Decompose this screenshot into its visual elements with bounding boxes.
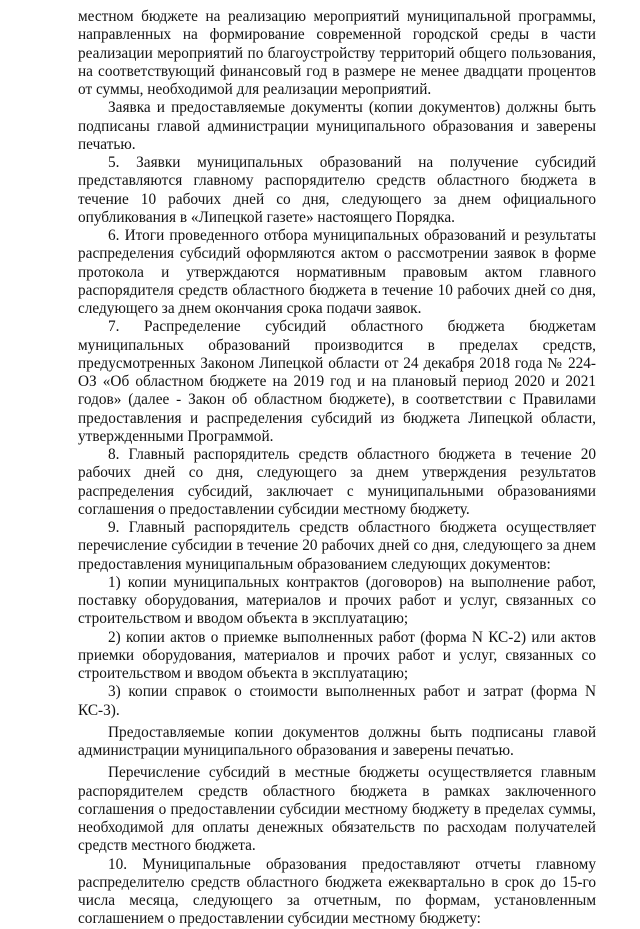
paragraph-item-10: 10. Муниципальные образования предоставляют отчеты главному распределителю средств областного бюджета ежеквартально в срок до 15-го числа месяца, следующего за отчетным, по формам, установленным соглашением о предоставлении субсидии местному бюджету:	[78, 855, 596, 928]
document-page	[78, 8, 596, 929]
paragraph-copies-signature: Предоставляемые копии документов должны быть подписаны главой администрации муниципального образования и заверены печатью.	[78, 723, 596, 759]
paragraph-continuation: местном бюджете на реализацию мероприятий муниципальной программы, направленных на формирование современной городской среды в части реализации мероприятий по благоустройству территорий общего пользования, на соответствующий финансовый год в размере не менее двадцати процентов от суммы, необходимой для реализации мероприятий.	[78, 8, 596, 98]
list-item-1: 1) копии муниципальных контрактов (договоров) на выполнение работ, поставку оборудования, материалов и прочих работ и услуг, связанных со строительством и вводом объекта в эксплуатацию;	[78, 573, 596, 628]
paragraph-item-9: 9. Главный распорядитель средств областного бюджета осуществляет перечисление субсидии в течение 20 рабочих дней со дня, следующего за днем предоставления муниципальным образованием следующих документов:	[78, 519, 596, 573]
paragraph-item-8: 8. Главный распорядитель средств областного бюджета в течение 20 рабочих дней со дня, следующего за днем утверждения результатов распределения субсидий, заключает с муниципальными образованиями соглашения о предоставлении субсидии местному бюджету.	[78, 446, 596, 518]
paragraph-transfer: Перечисление субсидий в местные бюджеты осуществляется главным распорядителем средств областного бюджета в рамках заключенного соглашения о предоставлении субсидии местному бюджету в пределах суммы, необходимой для оплаты денежных обязательств по расходам получателей средств местного бюджета.	[78, 764, 596, 855]
paragraph-item-5: 5. Заявки муниципальных образований на получение субсидий представляются главному распорядителю средств областного бюджета в течение 10 рабочих дней со дня, следующего за днем официального опубликования в «Липецкой газете» настоящего Порядка.	[78, 154, 596, 226]
list-item-2: 2) копии актов о приемке выполненных работ (форма N КС-2) или актов приемки оборудования, материалов и прочих работ и услуг, связанных со строительством и вводом объекта в эксплуатацию;	[78, 628, 596, 682]
paragraph-item-7: 7. Распределение субсидий областного бюджета бюджетам муниципальных образований производится в пределах средств, предусмотренных Законом Липецкой области от 24 декабря 2018 года № 224-ОЗ «Об областном бюджете на 2019 год и на плановый период 2020 и 2021 годов» (далее - Закон об областном бюджете), в соответствии с Правилами предоставления и распределения субсидий из бюджета Липецкой области, утвержденными Программой.	[78, 318, 596, 445]
paragraph-item-6: 6. Итоги проведенного отбора муниципальных образований и результаты распределения субсидий оформляются актом о рассмотрении заявок в форме протокола и утверждаются нормативным правовым актом главного распорядителя средств областного бюджета в течение 10 рабочих дней со дня, следующего за днем окончания срока подачи заявок.	[78, 227, 596, 317]
list-item-3: 3) копии справок о стоимости выполненных работ и затрат (форма N КС-3).	[78, 683, 596, 719]
paragraph-application-signature: Заявка и предоставляемые документы (копии документов) должны быть подписаны главой администрации муниципального образования и заверены печатью.	[78, 99, 596, 153]
